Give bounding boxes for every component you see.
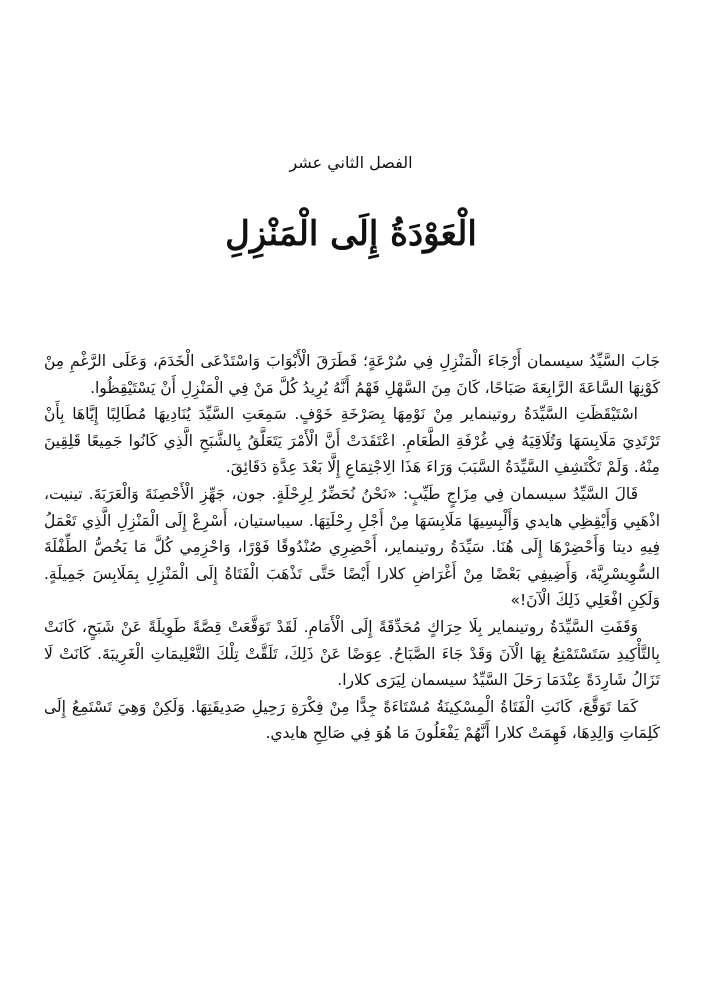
paragraph-4: وَقَفَتِ السَّيِّدَةُ روتينماير بِلَا حِرَاكٍ مُحَدِّقَةً إِلَى الْأَمَامِ. لَقَدْ تَوَقَّعَتْ قِصَّةً طَوِيلَةً عَنْ شَبَحٍ، كَانَتْ بِالتَّأْكِيدِ سَتَسْتَمْتِعُ بِهَا الْآنَ وَقَدْ جَاءَ الصَّبَاحُ. عِوَضًا عَنْ ذَلِكَ، تَلَقَّتْ تِلْكَ التَّعْلِيمَاتِ الْغَرِيبَةَ. كَانَتْ لَا تَزَالُ شَارِدَةً عِنْدَمَا رَحَلَ السَّيِّدُ سيسمان لِيَرَى كلارا. [44, 617, 660, 690]
paragraph-3: قَالَ السَّيِّدُ سيسمان فِي مِزَاجٍ طَيِّبٍ: «نَحْنُ نُحَضِّرُ لِرِحْلَةٍ. جون، جَهِّزِ الْأَحْصِنَةَ وَالْعَرَبَةَ. تينيت، اذْهَبِي وَأَيْقِظِي هايدي وَأَلْبِسِيهَا مَلَابِسَهَا مِنْ أَجْلِ رِحْلَتِهَا. سيباستيان، أَسْرِعْ إِلَى الْمَنْزِلِ الَّذِي تَعْمَلُ فِيهِ ديتا وَأَحْضِرْهَا إِلَى هُنَا. سَيِّدَةُ روتينماير، أَحْضِرِي صُنْدُوقًا فَوْرًا، وَاحْزِمِي كُلَّ مَا يَخُصُّ الطِّفْلَةَ السُّوِيسْرِيَّةَ، وَأَضِيفِي بَعْضًا مِنْ أَغْرَاضِ كلارا أَيْضًا حَتَّى تَذْهَبَ الْفَتَاةُ إِلَى الْمَنْزِلِ بِمَلَابِسَ جَمِيلَةٍ. وَلَكِنِ افْعَلِي ذَلِكَ الْآنَ!» [44, 484, 660, 610]
chapter-title: الْعَوْدَةُ إِلَى الْمَنْزِلِ [225, 214, 477, 254]
paragraph-2: اسْتَيْقَظَتِ السَّيِّدَةُ روتينماير مِنْ نَوْمِهَا بِصَرْخَةِ خَوْفٍ. سَمِعَتِ السَّيِّدَ يُنَادِيهَا مُطَالِبًا إِيَّاهَا بِأَنْ تَرْتَدِيَ مَلَابِسَهَا وَتُلَاقِيَهُ فِي غُرْفَةِ الطَّعَامِ. اعْتَقَدَتْ أَنَّ الْأَمْرَ يَتَعَلَّقُ بِالشَّبَحِ الَّذِي كَانُوا جَمِيعًا قَلِقِينَ مِنْهُ. وَلَمْ تَكْتَشِفِ السَّيِّدَةُ السَّبَبَ وَرَاءَ هَذَا الِاجْتِمَاعِ إِلَّا بَعْدَ عِدَّةِ دَقَائِقَ. [44, 405, 660, 477]
chapter-label: الفصل الثاني عشر [289, 153, 413, 172]
chapter-body [44, 348, 660, 747]
paragraph-5: كَمَا تَوَقَّعَ، كَانَتِ الْفَتَاةُ الْمِسْكِينَةُ مُسْتَاءَةً جِدًّا مِنْ فِكْرَةِ رَحِيلِ صَدِيقَتِهَا. وَلَكِنْ وَهِيَ تَسْتَمِعُ إِلَى كَلِمَاتِ وَالِدِهَا، فَهِمَتْ كلارا أَنَّهُمْ يَفْعَلُونَ مَا هُوَ فِي صَالِحِ هايدي. [44, 697, 660, 743]
paragraph-1: جَابَ السَّيِّدُ سيسمان أَرْجَاءَ الْمَنْزِلِ فِي سُرْعَةٍ؛ فَطَرَقَ الْأَبْوَابَ وَاسْتَدْعَى الْخَدَمَ، وَعَلَى الرَّغْمِ مِنْ كَوْنِهَا السَّاعَةَ الرَّابِعَةَ صَبَاحًا، كَانَ مِنَ السَّهْلِ فَهْمُ أَنَّهُ يُرِيدُ كُلَّ مَنْ فِي الْمَنْزِلِ أَنْ يَسْتَيْقِظُوا. [44, 352, 660, 397]
